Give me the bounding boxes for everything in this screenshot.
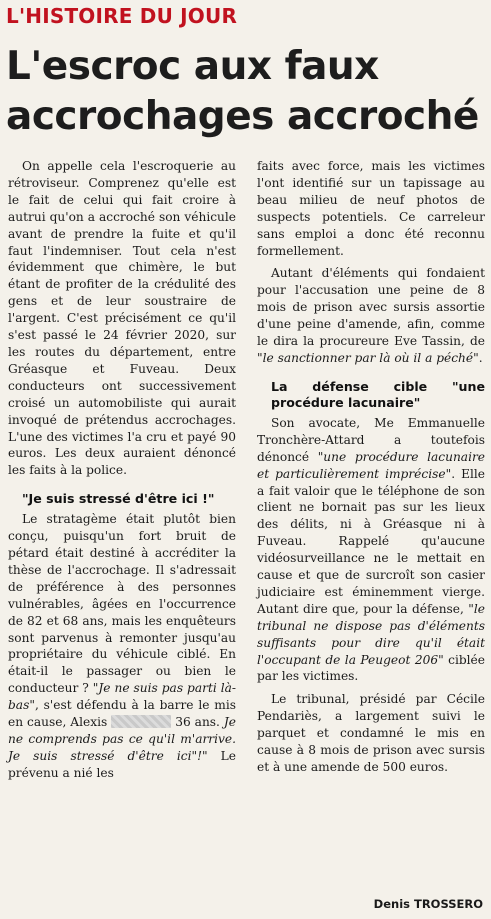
paragraph-text: Le stratagème était plutôt bien conçu, puisqu'un fort bruit de pétard était destiné à accréditer la thèse de l'accrochage. Il s'adressait de préférence à des personnes vulnérables, âgées en l'occurrence de 82 et 68 ans, mais les enquêteurs sont parvenus à remonter jusqu'au propriétaire du véhicule ciblé. En était-il le passager ou bien le conducteur ? — [8, 512, 236, 696]
paragraph-text: ciblée par les victimes. — [257, 652, 485, 684]
paragraph-text: 36 ans. — [175, 715, 220, 730]
section-rubric: L'HISTOIRE DU JOUR — [6, 4, 238, 28]
quote: Je ne comprends pas ce qu'il m'arrive. Je suis stressé d'être ici"! — [8, 715, 237, 763]
paragraph: On appelle cela l'escroquerie au rétroviseur. Comprenez qu'elle est le fait de celui qui fait croire à autrui qu'on a accroché son véhicule avant de prendre la fuite et qu'il faut l'indemniser. Tout cela n'est évidemment que chimère, le but étant de profiter de la crédulité des gens et de leur soustraire de l'argent. C'est précisément ce qu'il s'est passé le 24 février 2020, sur les routes du département, entre Gréasque et Fuveau. Deux conducteurs ont successivement croisé un automobiliste qui aurait invoqué de prétendus accrochages. L'une des victimes l'a cru et payé 90 euros. Les deux auraient dénoncé les faits à la police. — [8, 159, 236, 478]
subheading: "Je suis stressé d'être ici !" — [22, 491, 215, 507]
quote: "une procédure lacunaire et particulièrement imprécise" — [257, 449, 485, 481]
paragraph-text: Son avocate, Me Emmanuelle Tronchère-Attard a toutefois dénoncé — [257, 415, 485, 464]
paragraph — [8, 511, 236, 782]
quote: "Je ne suis pas parti là-bas" — [8, 681, 237, 713]
quote: "le sanctionner par là où il a péché" — [257, 350, 479, 365]
article-headline: L'escroc aux faux accrochages accroché — [6, 44, 479, 139]
redacted-name — [111, 715, 171, 728]
subheading: La défense cible "une procédure lacunaire" — [271, 378, 485, 410]
paragraph: faits avec force, mais les victimes l'ont identifié sur un tapissage au beau milieu de neuf photos de suspects potentiels. Ce carreleur sans emploi a donc été reconnu formellement. — [257, 159, 485, 258]
paragraph-text: , s'est défendu à la barre le mis en cause, Alexis — [8, 698, 236, 730]
paragraph-text: Autant d'éléments qui fondaient pour l'accusation une peine de 8 mois de prison avec sursis assortie d'une peine d'amende, afin, comme le dira la procureure Eve Tassin, de — [257, 266, 485, 349]
paragraph-text: " Le prévenu a nié les — [8, 748, 236, 780]
article-column-left — [8, 158, 236, 788]
paragraph: Autant d'éléments qui fondaient pour l'accusation une peine de 8 mois de prison avec sursis assortie d'une peine d'amende, afin, comme le dira la procureure Eve Tassin, de "le sanctionner par là où il a péché". — [257, 266, 485, 365]
paragraph — [257, 415, 485, 686]
quote: "le tribunal ne dispose pas d'éléments suffisants pour dire qu'il était l'occupant de la Peugeot 206" — [257, 601, 485, 667]
paragraph: Le tribunal, présidé par Cécile Pendariès, a largement suivi le parquet et condamné le mis en cause à 8 mois de prison avec sursis et à une amende de 500 euros. — [257, 692, 485, 774]
article-column-right — [257, 158, 485, 782]
author-byline: Denis TROSSERO — [373, 897, 483, 911]
paragraph-text: . Elle a fait valoir que le téléphone de son client ne bornait pas sur les lieux des délits, ni à Gréasque ni à Fuveau. Rappelé qu'aucune vidéosurveillance ne le mettait en cause et que de surcroît son casier judiciaire est éminemment vierge. Autant dire que, pour la défense, — [257, 466, 485, 616]
